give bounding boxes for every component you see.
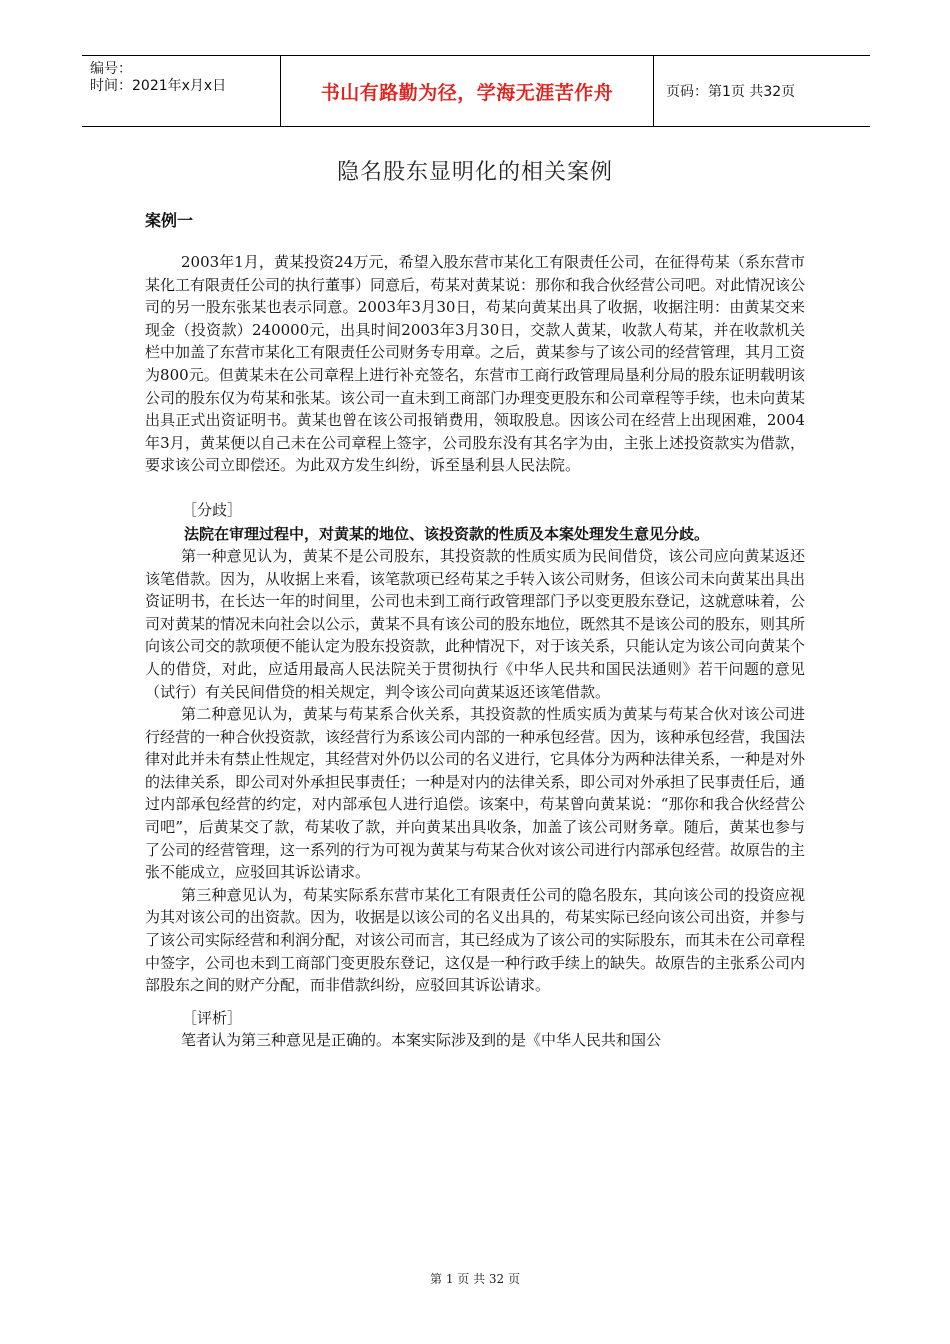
dispute-label: ［分歧］ <box>182 500 243 519</box>
analysis-paragraph: 笔者认为第三种意见是正确的。本案实际涉及到的是《中华人民共和国公 <box>181 1030 662 1049</box>
header-time-label: 时间：2021年x月x日 <box>90 78 227 94</box>
opinion-3-paragraph: 第三种意见认为，苟某实际系东营市某化工有限责任公司的隐名股东，其向该公司的投资应视为其对该公司的出资款。因为，收据是以该公司的名义出具的，苟某实际已经向该公司出资，并参与了该公司实际经营和利润分配，对该公司而言，其已经成为了该公司的实际股东，而其未在公司章程中签字，公司也未到工商部门变更股东登记，这仅是一种行政手续上的缺失。故原告的主张系公司内部股东之间的财产分配，而非借款纠纷，应驳回其诉讼请求。 <box>145 885 806 995</box>
page-footer: 第 1 页 共 32 页 <box>430 1272 520 1286</box>
analysis-label: ［评析］ <box>182 1008 243 1027</box>
header-meta <box>82 56 281 126</box>
header-number-label: 编号： <box>90 61 132 77</box>
opinion-2-paragraph: 第二种意见认为，黄某与苟某系合伙关系，其投资款的性质实质为黄某与苟某合伙对该公司进行经营的一种合伙投资款，该经营行为系该公司内部的一种承包经营。因为，该种承包经营，我国法律对此并未有禁止性规定，其经营对外仍以公司的名义进行，它具体分为两种法律关系，一种是对外的法律关系，即公司对外承担民事责任；一种是对内的法律关系，即公司对外承担了民事责任后，通过内部承包经营的约定，对内部承包人进行追偿。该案中，苟某曾向黄某说：“那你和我合伙经营公司吧”，后黄某交了款，苟某收了款，并向黄某出具收条，加盖了该公司财务章。随后，黄某也参与了公司的经营管理，这一系列的行为可视为黄某与苟某合伙对该公司进行内部承包经营。故原告的主张不能成立，应驳回其诉讼请求。 <box>145 705 806 882</box>
dispute-summary: 法院在审理过程中，对黄某的地位、该投资款的性质及本案处理发生意见分歧。 <box>184 524 710 543</box>
header-motto: 书山有路勤为径，学海无涯苦作舟 <box>281 56 654 126</box>
case-heading: 案例一 <box>145 211 194 230</box>
opinion-1-paragraph: 第一种意见认为，黄某不是公司股东，其投资款的性质实质为民间借贷，该公司应向黄某返还该笔借款。因为，从收据上来看，该笔款项已经苟某之手转入该公司财务，但该公司未向黄某出具出资证明书，在长达一年的时间里，公司也未到工商行政管理部门予以变更股东登记，这就意味着，公司对黄某的情况未向社会以公示，黄某不具有该公司的股东地位，既然其不是该公司的股东，则其所向该公司交的款项便不能认定为股东投资款，此种情况下，对于该关系，只能认定为该公司向黄某个人的借贷，对此，应适用最高人民法院关于贯彻执行《中华人民共和国民法通则》若干问题的意见（试行）有关民间借贷的相关规定，判令该公司向黄某返还该笔借款。 <box>145 546 806 701</box>
document-title: 隐名股东显明化的相关案例 <box>336 160 613 185</box>
header-page-code: 页码：第1页 共32页 <box>666 84 796 100</box>
header-table <box>82 55 870 127</box>
case-intro-paragraph: 2003年1月，黄某投资24万元，希望入股东营市某化工有限责任公司，在征得苟某（系东营市某化工有限责任公司的执行董事）同意后，苟某对黄某说：那你和我合伙经营公司吧。对此情况该公司的另一股东张某也表示同意。2003年3月30日，苟某向黄某出具了收据，收据注明：由黄某交来现金（投资款）240000元，出具时间2003年3月30日，交款人黄某，收款人苟某，并在收款机关栏中加盖了东营市某化工有限责任公司财务专用章。之后，黄某参与了该公司的经营管理，其月工资为800元。但黄某未在公司章程上进行补充签名，东营市工商行政管理局垦利分局的股东证明载明该公司的股东仅为苟某和张某。该公司一直未到工商部门办理变更股东和公司章程等手续，也未向黄某出具正式出资证明书。黄某也曾在该公司报销费用，领取股息。因该公司在经营上出现困难，2004年3月，黄某便以自己未在公司章程上签字，公司股东没有其名字为由，主张上述投资款实为借款，要求该公司立即偿还。为此双方发生纠纷，诉至垦利县人民法院。 <box>145 253 806 475</box>
document-body <box>145 155 805 1051</box>
